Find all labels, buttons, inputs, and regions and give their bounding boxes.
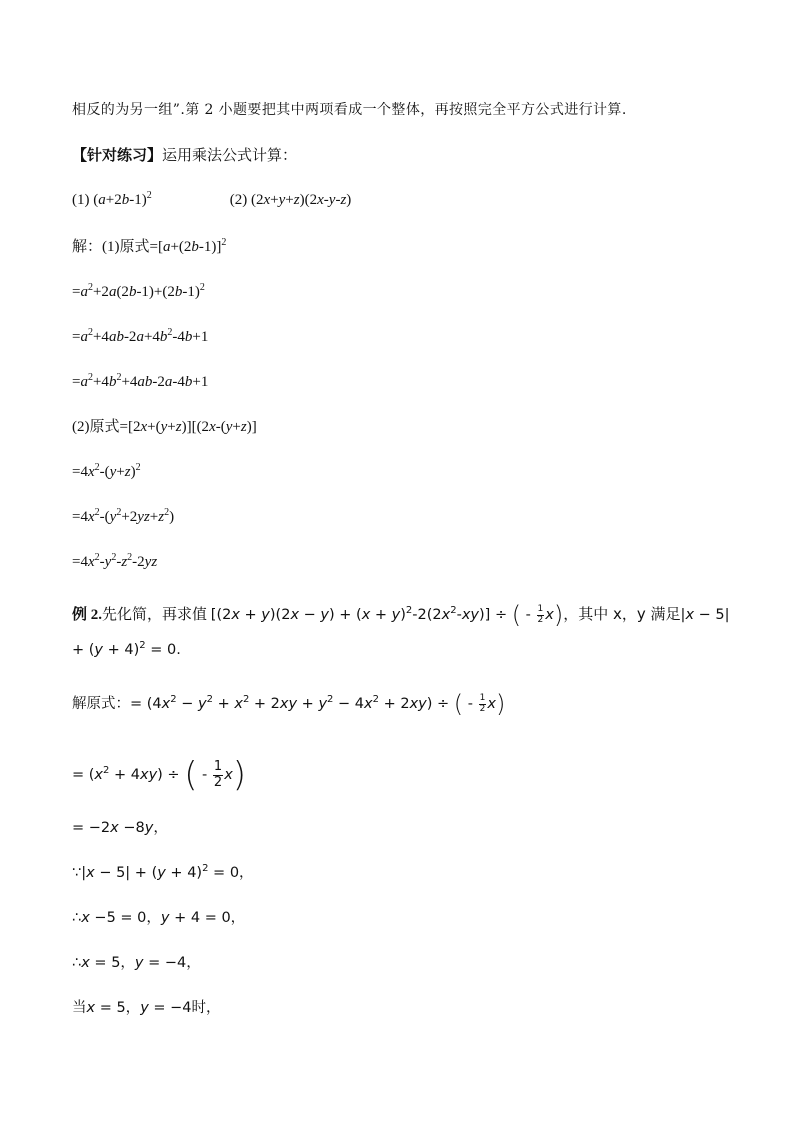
practice-title: 【针对练习】 (72, 146, 163, 164)
practice-heading (72, 148, 297, 163)
since-symbol: ∵ (72, 865, 82, 881)
intro-text: 相反的为另一组”.第 2 小题要把其中两项看成一个整体，再按照完全平方公式进行计算. (72, 102, 627, 118)
problem-2-label: (2) (229, 192, 251, 208)
example-2-condition-cont: + $(y + 4)^2 = 0$. (72, 640, 181, 658)
solution-1-line-2: $=a^2+2a(2b-1)+(2b-1)^2$ (72, 282, 205, 300)
when-line: 当x = 5，y = −4时， (72, 1000, 221, 1016)
solve-line-2: = $(x^2 + 4xy)$ ÷ ( - $\frac{1}{2}$ x) (72, 755, 247, 795)
solve-prefix: 解原式： (72, 696, 130, 712)
solution-1-line-3: $=a^2+4ab-2a+4b^2-4b+1$ (72, 327, 209, 345)
example-2-expression: $[(2x + y)(2x - y) + (x + y)^2-2(2x^2-xy)]$ ÷ ( - $\frac{1}{2}$ x) (210, 601, 564, 629)
since-line: ∵|x − $5| + (y + 4)^2 = 0$， (72, 863, 254, 881)
solution-2-line-4: $=4x^2-y^2-z^2-2yz$ (72, 552, 158, 570)
solution-1-line-4: $=a^2+4b^2+4ab-2a-4b+1$ (72, 372, 209, 390)
solve-line-1: 解原式：= $(4x^2 - y^2 + x^2 + 2xy + y^2 - 4x^2 + 2xy)$ ÷ ( - $\frac{1}{2}$ x) (72, 690, 506, 718)
therefore-symbol-1: ∴ (72, 910, 82, 926)
example-2-label: 例 2. (72, 607, 103, 623)
when-text: 当 (72, 1000, 87, 1016)
solution-2-prefix: (2)原式= (72, 419, 128, 435)
problem-1: $(a+2b-1)^2$ (93, 190, 152, 208)
therefore-line-1: ∴x −5 = 0，y + 4 = 0， (72, 910, 246, 926)
practice-problems (72, 190, 352, 208)
therefore-symbol-2: ∴ (72, 955, 82, 971)
solution-2-line-1: (2)原式=[2x+(y+z)][(2x-(y+z)] (72, 419, 257, 435)
solution-2-line-3: $=4x^2-(y^2+2yz+z^2)$ (72, 507, 175, 525)
example-2-text: 先化简，再求值 (102, 605, 208, 623)
example-2-condition-text: 其中 x，y 满足 (578, 605, 681, 623)
solution-1-prefix: 解：(1)原式= (72, 239, 158, 255)
example-2-statement: 例 2.先化简，再求值 $[(2x + y)(2x - y) + (x + y)^2-2(2x^2-xy)]$ ÷ ( - $\frac{1}{2}$ x)，其中 x，y 满足|x − 5| (72, 601, 730, 629)
solution-2-line-2: $=4x^2-(y+z)^2$ (72, 462, 141, 480)
therefore-line-2: ∴x = 5，y = −4， (72, 955, 201, 971)
when-suffix: 时， (191, 1000, 221, 1016)
practice-instruction: 运用乘法公式计算： (162, 146, 298, 164)
problem-2: (2x+y+z)(2x-y-z) (250, 192, 352, 208)
solution-1-line-1: 解：(1)原式$=[a+(2b-1)]^2$ (72, 237, 227, 255)
problem-1-label: (1) (72, 192, 94, 208)
solve-line-3: = −2x −8y， (72, 820, 168, 836)
